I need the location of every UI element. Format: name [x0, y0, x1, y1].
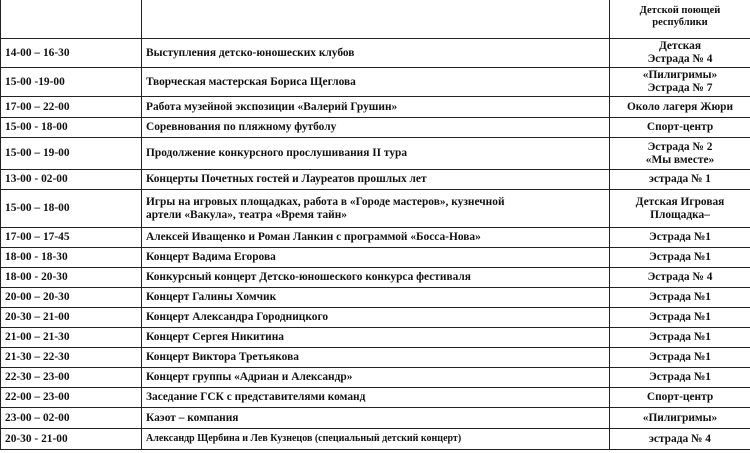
event-cell [142, 348, 610, 368]
event-cell-text: Концерт группы «Адриан и Александр» [146, 371, 353, 384]
venue-cell-text: «Пилигримы» Эстрада № 7 [642, 69, 718, 94]
venue-cell-text: Эстрада №1 [649, 351, 711, 364]
event-cell-text: Алексей Иващенко и Роман Ланкин с программой «Босса-Нова» [146, 231, 481, 244]
time-cell [1, 328, 142, 348]
table-row [1, 170, 750, 190]
table-row [1, 97, 750, 118]
event-cell [142, 190, 610, 228]
time-cell [1, 408, 142, 429]
event-cell-text: Выступления детско-юношеских клубов [146, 46, 355, 59]
event-cell-text: Заседание ГСК с представителями команд [146, 391, 366, 404]
time-cell [1, 170, 142, 190]
time-cell-text: 20-00 – 20-30 [5, 291, 70, 304]
table-row [1, 248, 750, 268]
event-cell [142, 228, 610, 248]
venue-cell [610, 328, 750, 348]
time-cell-text: 17-00 – 17-45 [5, 231, 70, 244]
table-row [1, 348, 750, 368]
header-time-cell [1, 0, 142, 39]
table-row [1, 429, 750, 450]
venue-cell-text: Эстрада №1 [649, 251, 711, 264]
table-row [1, 190, 750, 228]
event-cell-text: Александр Щербина и Лев Кузнецов (специальный детский концерт) [146, 433, 462, 445]
event-cell-text: Работа музейной экспозиции «Валерий Грушин» [146, 100, 398, 113]
table-row [1, 39, 750, 68]
time-cell [1, 388, 142, 408]
header-place-cell: Детской поющей республики [610, 0, 750, 39]
table-row [1, 138, 750, 170]
venue-cell-text: Детская Эстрада № 4 [647, 40, 713, 65]
time-cell [1, 288, 142, 308]
event-cell [142, 138, 610, 170]
venue-cell [610, 138, 750, 170]
event-cell-text: Концерт Сергея Никитина [146, 331, 285, 344]
time-cell-text: 15-00 – 19-00 [5, 147, 70, 160]
time-cell-text: 15-00 -19-00 [5, 75, 65, 88]
venue-cell [610, 348, 750, 368]
venue-cell [610, 190, 750, 228]
venue-cell-text: Эстрада №1 [649, 311, 711, 324]
event-cell [142, 408, 610, 429]
venue-cell [610, 39, 750, 68]
table-row [1, 268, 750, 288]
venue-cell-text: эстрада № 1 [648, 173, 712, 186]
time-cell-text: 17-00 – 22-00 [5, 100, 70, 113]
venue-cell-text: эстрада № 4 [648, 432, 712, 445]
event-cell-text: Концерты Почетных гостей и Лауреатов прошлых лет [146, 173, 427, 186]
venue-cell-text: Эстрада №1 [649, 231, 711, 244]
table-row [1, 388, 750, 408]
venue-cell [610, 228, 750, 248]
venue-cell [610, 368, 750, 388]
venue-cell-text: Детская Игровая Площадка– [635, 195, 725, 221]
time-cell [1, 228, 142, 248]
venue-cell [610, 408, 750, 429]
time-cell-text: 20-30 - 21-00 [5, 432, 68, 445]
time-cell-text: 18-00 - 20-30 [5, 271, 68, 284]
venue-cell [610, 388, 750, 408]
venue-cell-text: «Пилигримы» [642, 411, 718, 424]
event-cell-text: Концерт Александра Городницкого [146, 311, 329, 324]
event-cell-text: Концерт Вадима Егорова [146, 251, 276, 264]
table-row [1, 118, 750, 138]
time-cell [1, 39, 142, 68]
venue-cell [610, 170, 750, 190]
venue-cell-text: Эстрада №1 [649, 371, 711, 384]
table-row [1, 328, 750, 348]
time-cell-text: 18-00 - 18-30 [5, 251, 68, 264]
table-row [1, 408, 750, 429]
header-event-cell [142, 0, 610, 39]
time-cell-text: 15-00 - 18-00 [5, 121, 68, 134]
time-cell-text: 21-30 – 22-30 [5, 351, 70, 364]
event-cell [142, 288, 610, 308]
venue-cell [610, 429, 750, 450]
time-cell [1, 68, 142, 97]
time-cell [1, 308, 142, 328]
table-header-row [1, 0, 750, 39]
time-cell [1, 118, 142, 138]
venue-cell-text: Эстрада № 4 [647, 271, 713, 284]
event-cell [142, 429, 610, 450]
venue-cell-text: Спорт-центр [646, 391, 714, 404]
venue-cell-text: Эстрада №1 [649, 291, 711, 304]
venue-cell [610, 68, 750, 97]
time-cell [1, 248, 142, 268]
time-cell-text: 20-30 – 21-00 [5, 311, 70, 324]
venue-cell [610, 268, 750, 288]
event-cell [142, 39, 610, 68]
venue-cell-text: Эстрада №1 [649, 331, 711, 344]
time-cell [1, 138, 142, 170]
event-cell-text: Концерт Галины Хомчик [146, 291, 277, 304]
venue-cell [610, 248, 750, 268]
event-cell [142, 308, 610, 328]
event-cell-text: Творческая мастерская Бориса Щеглова [146, 75, 356, 88]
event-cell-text: Соревнования по пляжному футболу [146, 121, 337, 134]
event-cell-text: Каэот – компания [146, 411, 239, 424]
time-cell-text: 23-00 – 02-00 [5, 411, 70, 424]
time-cell [1, 268, 142, 288]
time-cell [1, 368, 142, 388]
venue-cell [610, 308, 750, 328]
venue-cell [610, 288, 750, 308]
time-cell [1, 97, 142, 118]
event-cell-text: Игры на игровых площадках, работа в «Городе мастеров», кузнечной артели «Вакула», театра «Время тайн» [146, 195, 505, 221]
event-cell [142, 388, 610, 408]
venue-cell [610, 97, 750, 118]
table-row [1, 228, 750, 248]
time-cell [1, 429, 142, 450]
event-cell [142, 118, 610, 138]
event-cell-text: Концерт Виктора Третьякова [146, 351, 299, 364]
table-row [1, 288, 750, 308]
event-cell [142, 248, 610, 268]
venue-cell-text: Спорт-центр [646, 121, 714, 134]
time-cell [1, 190, 142, 228]
event-cell-text: Конкурсный концерт Детско-юношеского конкурса фестиваля [146, 271, 471, 284]
table-row [1, 308, 750, 328]
time-cell [1, 348, 142, 368]
time-cell-text: 21-00 – 21-30 [5, 331, 70, 344]
event-cell [142, 68, 610, 97]
time-cell-text: 13-00 - 02-00 [5, 173, 68, 186]
time-cell-text: 15-00 – 18-00 [5, 202, 70, 215]
event-cell-text: Продолжение конкурсного прослушивания II тура [146, 147, 408, 160]
event-cell [142, 368, 610, 388]
event-cell [142, 268, 610, 288]
event-cell [142, 170, 610, 190]
event-cell [142, 328, 610, 348]
time-cell-text: 22-30 – 23-00 [5, 371, 70, 384]
venue-cell-text: Около лагеря Жюри [626, 100, 734, 113]
time-cell-text: 22-00 – 23-00 [5, 391, 70, 404]
venue-cell [610, 118, 750, 138]
table-row [1, 368, 750, 388]
time-cell-text: 14-00 – 16-30 [5, 46, 70, 59]
table-row [1, 68, 750, 97]
venue-cell-text: Эстрада № 2 «Мы вместе» [645, 140, 715, 166]
event-cell [142, 97, 610, 118]
